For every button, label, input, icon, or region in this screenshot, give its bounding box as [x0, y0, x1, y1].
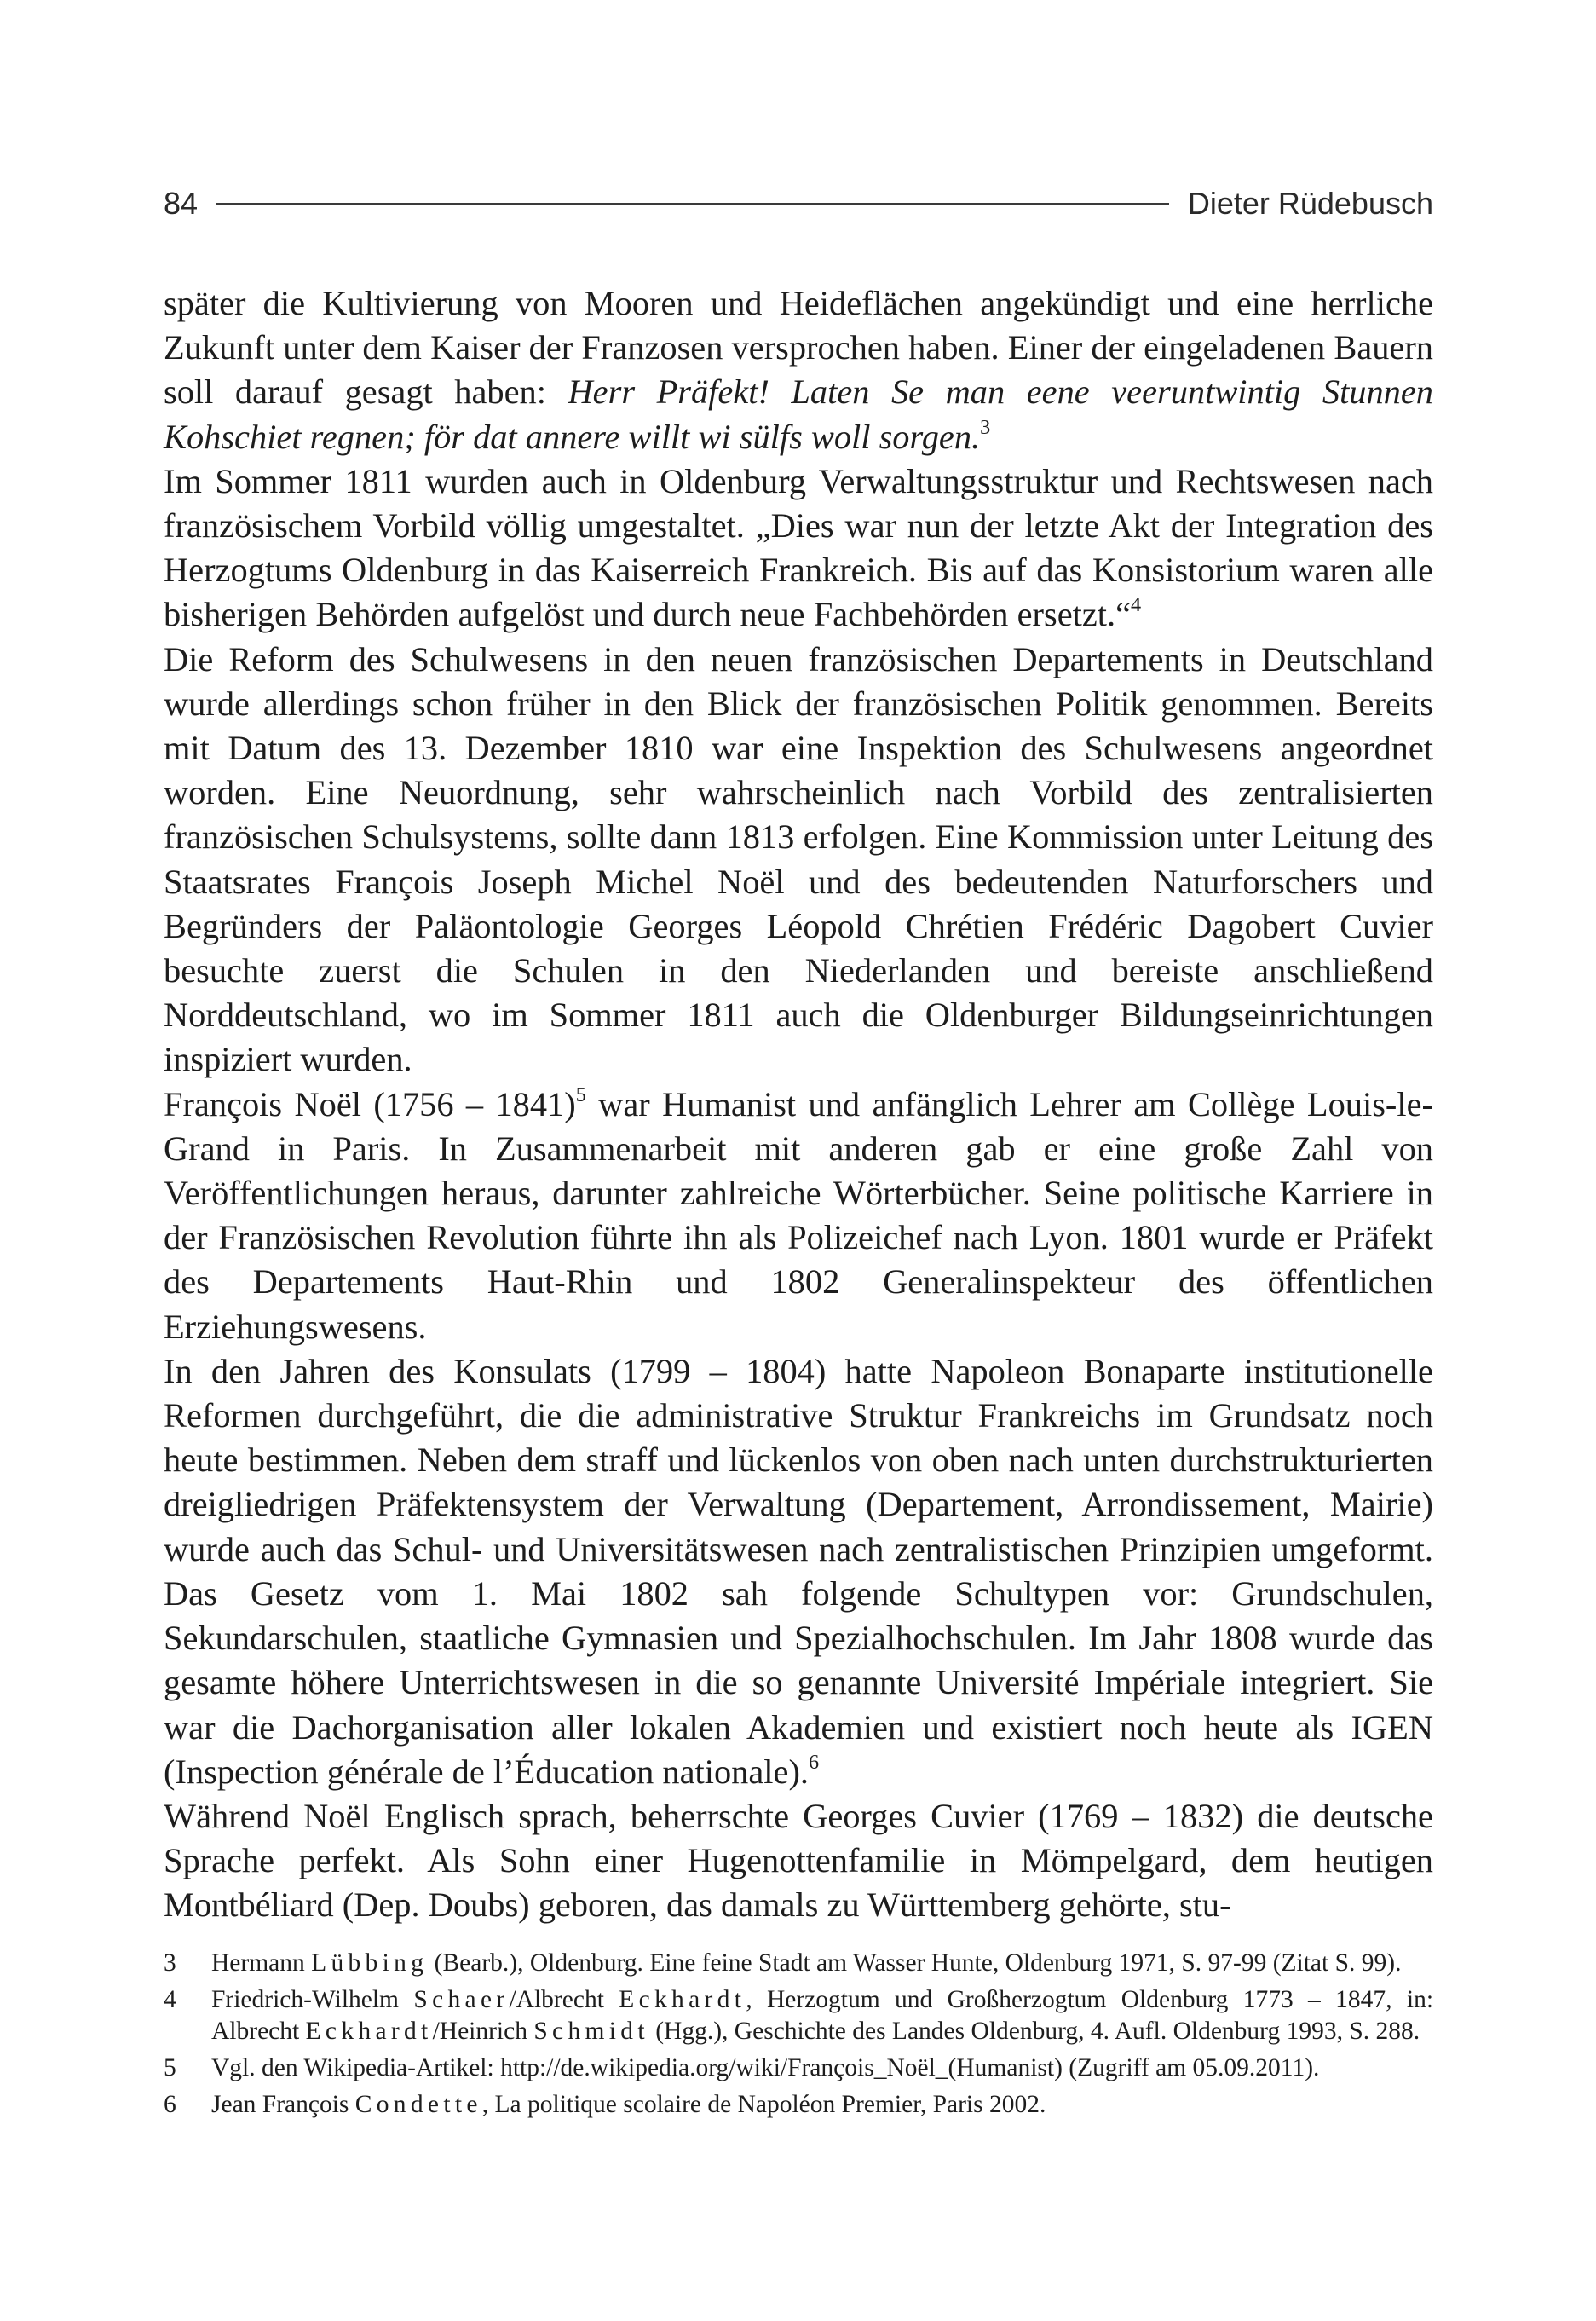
- footnote-text: Friedrich-Wilhelm Schaer/Albrecht Eckhardt, Herzogtum und Großherzogtum Oldenburg 1773 – 1847, in: Albrecht Eckhardt/Heinrich Schmidt (Hgg.), Geschichte des Landes Oldenburg, 4. Aufl. Oldenburg 1993, S. 288.: [211, 1986, 1434, 2045]
- footnote-number: 3: [164, 1949, 176, 1977]
- paragraph-6: Während Noël Englisch sprach, beherrschte Georges Cuvier (1769 – 1832) die deutsche Sprache perfekt. Als Sohn einer Hugenottenfamilie in Mömpelgard, dem heutigen Montbéliard (Dep. Doubs) geboren, das damals zu Württemberg gehörte, stu-: [164, 1796, 1433, 1925]
- paragraph-5: In den Jahren des Konsulats (1799 – 1804) hatte Napoleon Bonaparte institutionelle Reformen durchgeführt, die die administrative Struktur Frankreichs im Grundsatz noch heute bestimmen. Neben dem straff und lückenlos von oben nach unten durchstrukturierten dreigliedrigen Präfektensystem der Verwaltung (Departement, Arrondissement, Mairie) wurde auch das Schul- und Universitätswesen nach zentralistischen Prinzipien umgeformt. Das Gesetz vom 1. Mai 1802 sah folgende Schultypen vor: Grundschulen, Sekundarschulen, staatliche Gymnasien und Spezialhochschulen. Im Jahr 1808 wurde das gesamte höhere Unterrichtswesen in die so genannte Université Impériale integriert. Sie war die Dachorganisation aller lokalen Akademien und existiert noch heute als IGEN (Inspection générale de l’Éducation nationale).$^6$: [164, 1351, 1433, 1791]
- paragraph-4: François Noël (1756 – 1841)$^5$ war Humanist und anfänglich Lehrer am Collège Louis-le-Grand in Paris. In Zusammenarbeit mit anderen gab er eine große Zahl von Veröffentlichungen heraus, darunter zahlreiche Wörterbücher. Seine politische Karriere in der Französischen Revolution führte ihn als Polizeichef nach Lyon. 1801 wurde er Präfekt des Departements Haut-Rhin und 1802 Generalinspekteur des öffentlichen Erziehungswesens.: [164, 1083, 1433, 1346]
- footnote-ref-6: 6: [809, 1750, 820, 1774]
- footnotes: [164, 1948, 1433, 2126]
- header-rule: [216, 203, 1169, 205]
- footnote-3: [164, 1948, 1433, 1979]
- paragraph-2: Im Sommer 1811 wurden auch in Oldenburg Verwaltungsstruktur und Rechtswesen nach französischem Vorbild völlig umgestaltet. „Dies war nun der letzte Akt der Integration des Herzogtums Oldenburg in das Kaiserreich Frankreich. Bis auf das Konsistorium waren alle bisherigen Behörden aufgelöst und durch neue Fachbehörden ersetzt.“$^4$: [164, 461, 1433, 634]
- footnote-4: [164, 1984, 1433, 2047]
- running-header: [164, 182, 1433, 225]
- paragraph-1: später die Kultivierung von Mooren und Heideflächen angekündigt und eine herrliche Zukunft unter dem Kaiser der Franzosen versprochen haben. Einer der eingeladenen Bauern soll darauf gesagt haben: Herr Präfekt! Laten Se man eene veeruntwintig Stunnen Kohschiet regnen; för dat annere willt wi sülfs woll sorgen.$^3$: [164, 284, 1434, 456]
- footnote-number: 6: [164, 2091, 176, 2118]
- footnote-ref-3: 3: [980, 415, 991, 439]
- running-head-author: Dieter Rüdebusch: [1187, 186, 1433, 221]
- main-text: [164, 281, 1433, 1928]
- dialect-quote: Herr Präfekt! Laten Se man eene veeruntwintig Stunnen Kohschiet regnen; för dat annere willt wi sülfs woll sorgen.: [164, 372, 1434, 456]
- footnote-ref-5: 5: [575, 1083, 586, 1106]
- footnote-number: 4: [164, 1986, 176, 2013]
- footnote-5: [164, 2053, 1433, 2084]
- footnote-number: 5: [164, 2054, 176, 2081]
- footnote-ref-4: 4: [1131, 593, 1142, 617]
- footnote-text: Hermann Lübbing (Bearb.), Oldenburg. Eine feine Stadt am Wasser Hunte, Oldenburg 1971, S. 97-99 (Zitat S. 99).: [211, 1949, 1402, 1977]
- page-number: 84: [164, 186, 199, 221]
- footnote-6: [164, 2089, 1433, 2121]
- paragraph-3: Die Reform des Schulwesens in den neuen französischen Departements in Deutschland wurde allerdings schon früher in den Blick der französischen Politik genommen. Bereits mit Datum des 13. Dezember 1810 war eine Inspektion des Schulwesens angeordnet worden. Eine Neuordnung, sehr wahrscheinlich nach Vorbild des zentralisierten französischen Schulsystems, sollte dann 1813 erfolgen. Eine Kommission unter Leitung des Staatsrates François Joseph Michel Noël und des bedeutenden Naturforschers und Begründers der Paläontologie Georges Léopold Chrétien Frédéric Dagobert Cuvier besuchte zuerst die Schulen in den Niederlanden und bereiste anschließend Norddeutschland, wo im Sommer 1811 auch die Oldenburger Bildungseinrichtungen inspiziert wurden.: [164, 639, 1433, 1079]
- footnote-text: Vgl. den Wikipedia-Artikel: http://de.wikipedia.org/wiki/François_Noël_(Humanist) (Zugriff am 05.09.2011).: [211, 2054, 1320, 2081]
- footnote-text: Jean François Condette, La politique scolaire de Napoléon Premier, Paris 2002.: [211, 2091, 1046, 2118]
